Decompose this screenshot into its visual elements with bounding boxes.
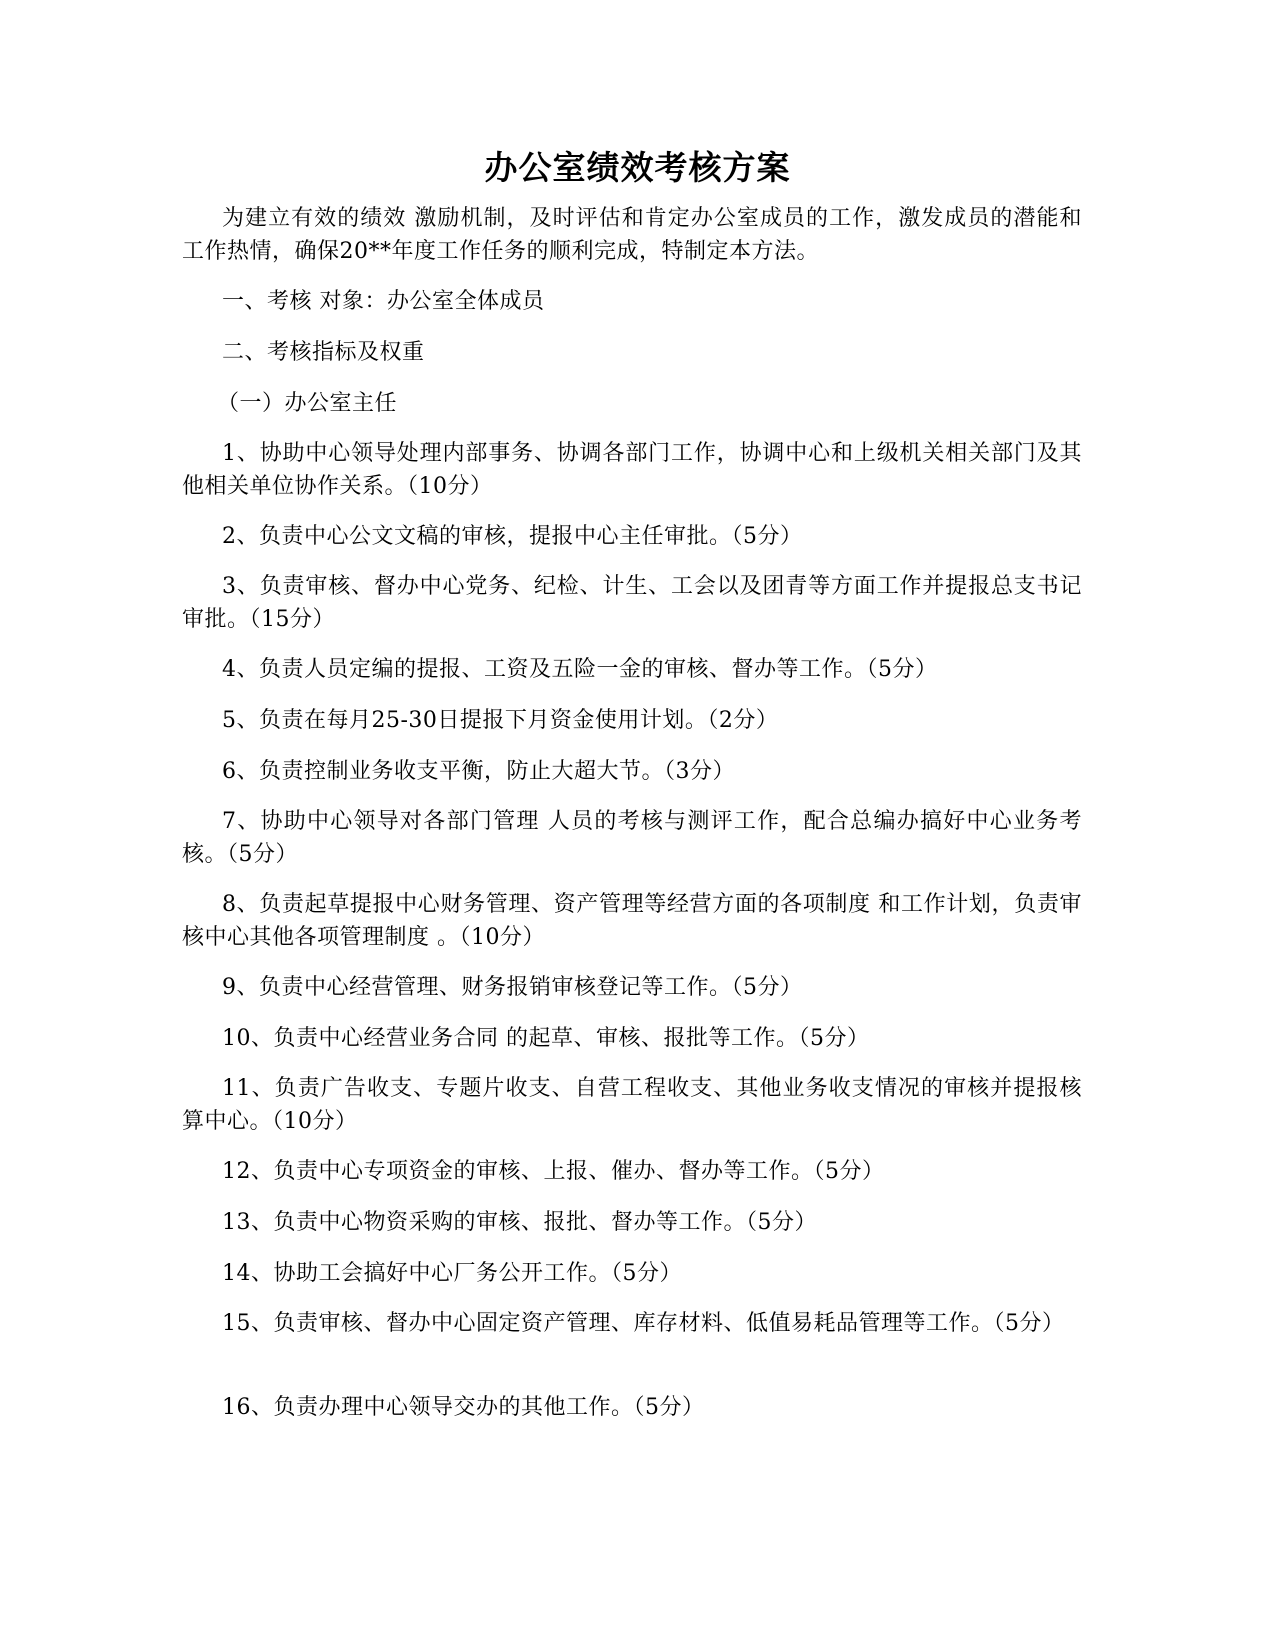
list-item: 13、负责中心物资采购的审核、报批、督办等工作。（5分） <box>222 1210 817 1235</box>
list-item: 4、负责人员定编的提报、工资及五险一金的审核、督办等工作。（5分） <box>222 657 938 682</box>
list-item: 3、负责审核、督办中心党务、纪检、计生、工会以及团青等方面工作并提报总支书记审批。（15分） <box>182 574 1082 632</box>
list-item: 7、协助中心领导对各部门管理 人员的考核与测评工作，配合总编办搞好中心业务考核。（5分） <box>182 809 1082 867</box>
list-item: 5、负责在每月25-30日提报下月资金使用计划。（2分） <box>222 708 779 733</box>
list-item: 9、负责中心经营管理、财务报销审核登记等工作。（5分） <box>222 975 803 1000</box>
list-item: 8、负责起草提报中心财务管理、资产管理等经营方面的各项制度 和工作计划，负责审核中心其他各项管理制度 。（10分） <box>182 892 1082 950</box>
list-item: 14、协助工会搞好中心厂务公开工作。（5分） <box>222 1261 682 1286</box>
list-item: 11、负责广告收支、专题片收支、自营工程收支、其他业务收支情况的审核并提报核算中心。（10分） <box>182 1076 1082 1134</box>
list-item: 2、负责中心公文文稿的审核，提报中心主任审批。（5分） <box>222 524 803 549</box>
list-item: 1、协助中心领导处理内部事务、协调各部门工作，协调中心和上级机关相关部门及其他相关单位协作关系。（10分） <box>182 441 1082 499</box>
subsection-heading-director: （一）办公室主任 <box>217 391 398 416</box>
section-heading-indicators: 二、考核指标及权重 <box>222 340 425 365</box>
list-item: 16、负责办理中心领导交办的其他工作。（5分） <box>222 1395 705 1420</box>
list-item: 6、负责控制业务收支平衡，防止大超大节。（3分） <box>222 759 735 784</box>
list-item: 15、负责审核、督办中心固定资产管理、库存材料、低值易耗品管理等工作。（5分） <box>222 1311 1065 1336</box>
section-heading-target: 一、考核 对象：办公室全体成员 <box>222 289 545 314</box>
list-item: 10、负责中心经营业务合同 的起草、审核、报批等工作。（5分） <box>222 1026 870 1051</box>
list-item: 12、负责中心专项资金的审核、上报、催办、督办等工作。（5分） <box>222 1159 885 1184</box>
document-title: 办公室绩效考核方案 <box>484 148 791 187</box>
intro-paragraph: 为建立有效的绩效 激励机制，及时评估和肯定办公室成员的工作，激发成员的潜能和工作热情，确保20**年度工作任务的顺利完成，特制定本方法。 <box>182 206 1082 264</box>
